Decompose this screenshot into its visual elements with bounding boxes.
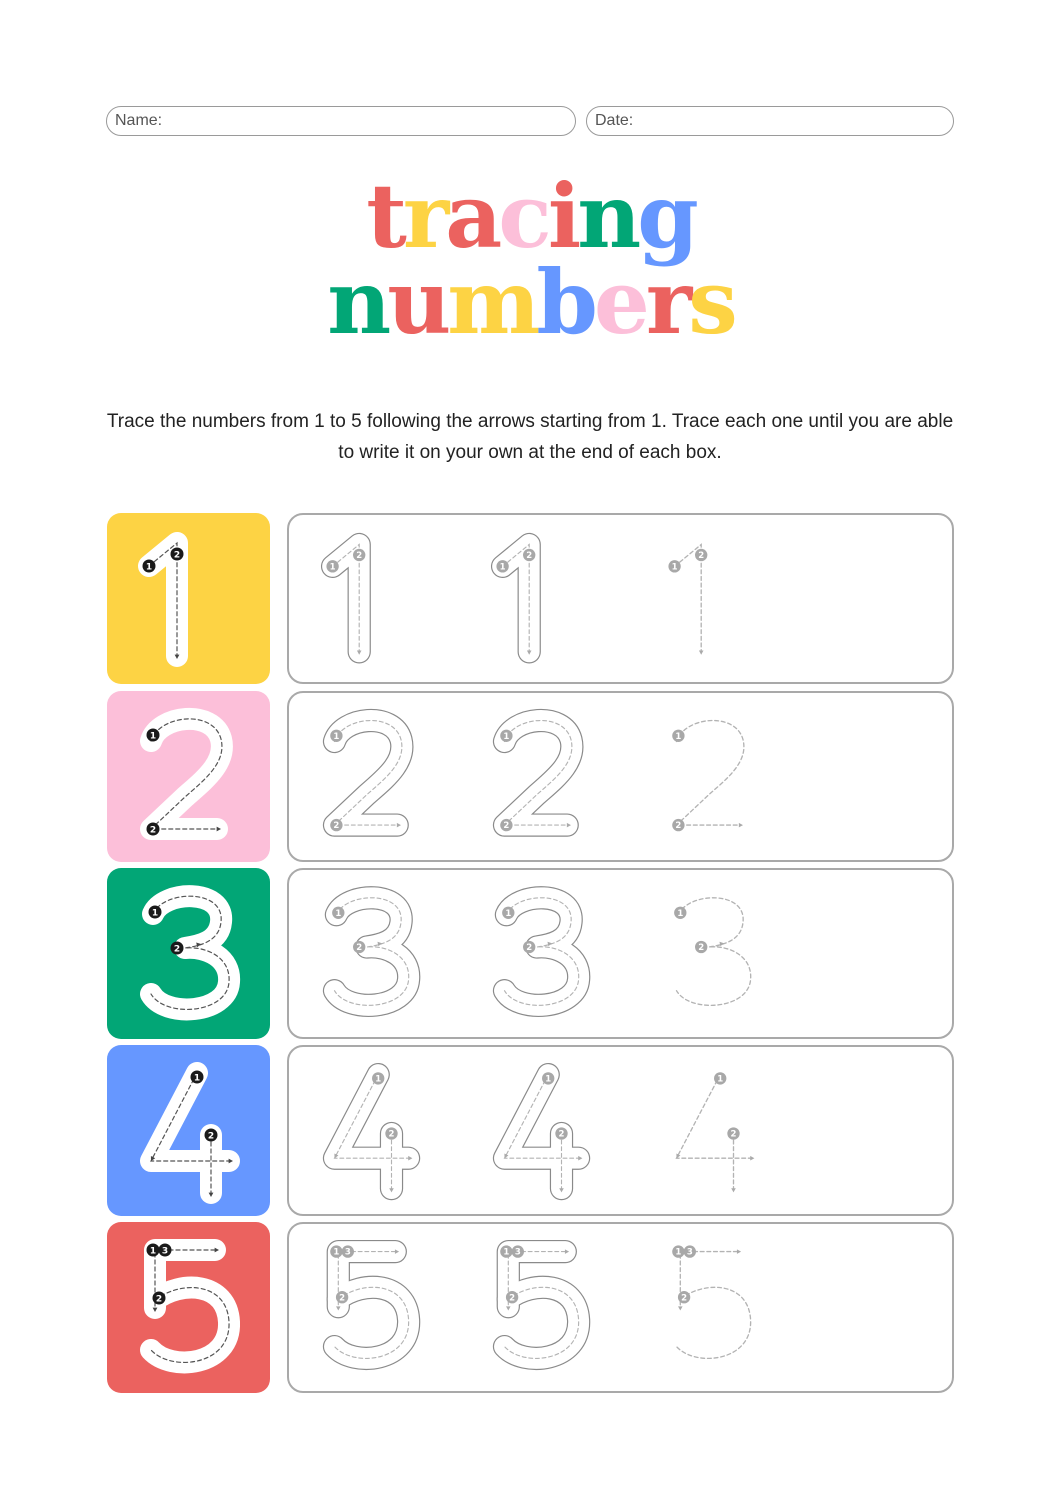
title-letter: b	[536, 250, 594, 354]
step-number: 2	[149, 825, 157, 836]
title-letter: i	[547, 164, 578, 268]
instructions-text: Trace the numbers from 1 to 5 following the arrows starting from 1. Trace each one until you are able to write it on your own at the end of each box.	[106, 411, 954, 463]
number-tile-2	[107, 691, 270, 862]
step-number: 1	[717, 1074, 724, 1085]
step-number: 3	[344, 1247, 351, 1258]
step-number: 2	[339, 1293, 346, 1304]
step-badge	[171, 548, 184, 561]
step-number: 1	[671, 562, 678, 573]
tracing-digit-2	[672, 720, 744, 831]
step-number: 2	[173, 944, 181, 955]
step-badge	[330, 1245, 342, 1257]
step-number: 1	[333, 1247, 340, 1258]
step-badge	[506, 1291, 518, 1303]
step-badge	[330, 730, 342, 742]
step-number: 2	[526, 943, 533, 954]
step-number: 1	[503, 1247, 510, 1258]
step-number: 1	[505, 908, 512, 919]
step-number: 2	[730, 1129, 737, 1140]
step-badge	[326, 560, 338, 572]
step-badge	[672, 1245, 684, 1257]
title-letter: m	[447, 250, 537, 354]
step-number: 1	[677, 908, 684, 919]
title-letter: r	[645, 250, 689, 354]
step-number: 2	[698, 943, 705, 954]
step-number: 1	[335, 908, 342, 919]
tracing-digit-1	[496, 545, 535, 655]
step-badge	[496, 560, 508, 572]
step-number: 1	[149, 731, 157, 742]
title-word-numbers	[0, 250, 1061, 354]
step-badge	[500, 819, 512, 831]
number-tile-5	[107, 1222, 270, 1393]
arrow-icon	[739, 823, 743, 828]
title-letter: u	[387, 250, 448, 354]
step-number: 2	[356, 943, 363, 954]
step-number: 2	[681, 1293, 688, 1304]
number-tile-1	[107, 513, 270, 684]
title-letter: t	[366, 164, 403, 268]
tracing-digit-3	[502, 898, 579, 1006]
step-badge	[171, 942, 184, 955]
tracing-digit-1	[668, 545, 707, 655]
step-badge	[502, 907, 514, 919]
number-tile-3	[107, 868, 270, 1039]
name-label: Name:	[115, 112, 163, 129]
title-word-tracing	[0, 164, 1061, 268]
step-number: 1	[333, 731, 340, 742]
step-badge	[555, 1127, 567, 1139]
step-number: 2	[388, 1129, 395, 1140]
title-letter: g	[637, 164, 695, 268]
step-badge	[512, 1245, 524, 1257]
title-letter: c	[498, 164, 548, 268]
step-badge	[678, 1291, 690, 1303]
step-badge	[353, 941, 365, 953]
step-badge	[147, 1244, 160, 1257]
step-badge	[191, 1071, 204, 1084]
step-badge	[149, 906, 162, 919]
arrow-icon	[750, 1156, 754, 1161]
practice-box-1[interactable]	[287, 513, 954, 684]
tracing-digit-5	[500, 1245, 578, 1358]
step-number: 2	[558, 1129, 565, 1140]
title-letter: r	[402, 164, 446, 268]
step-number: 2	[173, 550, 181, 561]
step-number: 1	[145, 562, 153, 573]
step-number: 3	[686, 1247, 693, 1258]
step-badge	[353, 549, 365, 561]
step-badge	[153, 1292, 166, 1305]
step-badge	[668, 560, 680, 572]
step-number: 2	[526, 551, 533, 562]
practice-box-3[interactable]	[287, 868, 954, 1039]
step-badge	[159, 1244, 172, 1257]
step-badge	[684, 1245, 696, 1257]
tracing-digit-2	[500, 720, 572, 831]
arrow-icon	[737, 1249, 741, 1254]
tracing-digit-4	[151, 1071, 233, 1198]
step-badge	[542, 1072, 554, 1084]
title-letter: a	[445, 164, 499, 268]
step-number: 1	[193, 1073, 201, 1084]
step-number: 2	[155, 1294, 163, 1305]
arrow-icon	[731, 1188, 736, 1192]
step-badge	[523, 941, 535, 953]
step-number: 1	[375, 1074, 382, 1085]
title-letter: e	[593, 250, 646, 354]
step-badge	[672, 819, 684, 831]
practice-box-4[interactable]	[287, 1045, 954, 1216]
step-number: 1	[675, 1247, 682, 1258]
step-number: 3	[514, 1247, 521, 1258]
name-field[interactable]	[106, 106, 576, 136]
step-badge	[385, 1127, 397, 1139]
step-badge	[727, 1127, 739, 1139]
step-badge	[674, 907, 686, 919]
number-tile-4	[107, 1045, 270, 1216]
step-badge	[143, 560, 156, 573]
tracing-digit-3	[149, 896, 230, 1009]
tracing-digit-4	[676, 1072, 754, 1192]
step-number: 3	[161, 1246, 169, 1257]
title-letter: n	[327, 250, 388, 354]
date-field[interactable]	[586, 106, 954, 136]
step-number: 1	[503, 731, 510, 742]
step-badge	[500, 1245, 512, 1257]
tracing-digit-5	[330, 1245, 408, 1358]
tracing-digit-3	[332, 898, 409, 1006]
step-number: 2	[356, 551, 363, 562]
step-number: 2	[509, 1293, 516, 1304]
tracing-digit-1	[143, 543, 184, 659]
step-badge	[332, 907, 344, 919]
step-badge	[523, 549, 535, 561]
arrow-icon	[699, 651, 704, 655]
step-number: 2	[698, 551, 705, 562]
step-number: 1	[329, 562, 336, 573]
practice-box-5[interactable]	[287, 1222, 954, 1393]
step-number: 1	[499, 562, 506, 573]
practice-box-2[interactable]	[287, 691, 954, 862]
step-badge	[695, 941, 707, 953]
title-letter: n	[577, 164, 638, 268]
step-number: 2	[333, 821, 340, 832]
tracing-digit-5	[147, 1244, 230, 1363]
step-number: 1	[149, 1246, 157, 1257]
step-badge	[672, 730, 684, 742]
step-number: 2	[207, 1131, 215, 1142]
step-badge	[330, 819, 342, 831]
step-badge	[205, 1129, 218, 1142]
tracing-digit-2	[147, 719, 222, 836]
tracing-digit-4	[504, 1072, 582, 1192]
tracing-digit-5	[672, 1245, 750, 1358]
step-badge	[342, 1245, 354, 1257]
title-letter: s	[688, 250, 734, 354]
step-badge	[695, 549, 707, 561]
date-label: Date:	[595, 112, 634, 129]
step-badge	[147, 823, 160, 836]
tracing-digit-4	[334, 1072, 412, 1192]
step-badge	[714, 1072, 726, 1084]
step-badge	[372, 1072, 384, 1084]
step-number: 1	[151, 908, 159, 919]
tracing-digit-2	[330, 720, 402, 831]
step-number: 1	[545, 1074, 552, 1085]
step-number: 2	[675, 821, 682, 832]
step-badge	[336, 1291, 348, 1303]
step-badge	[147, 729, 160, 742]
arrow-icon	[678, 1306, 683, 1310]
tracing-digit-1	[326, 545, 365, 655]
step-number: 2	[503, 821, 510, 832]
tracing-digit-3	[674, 898, 751, 1006]
step-badge	[500, 730, 512, 742]
step-number: 1	[675, 731, 682, 742]
